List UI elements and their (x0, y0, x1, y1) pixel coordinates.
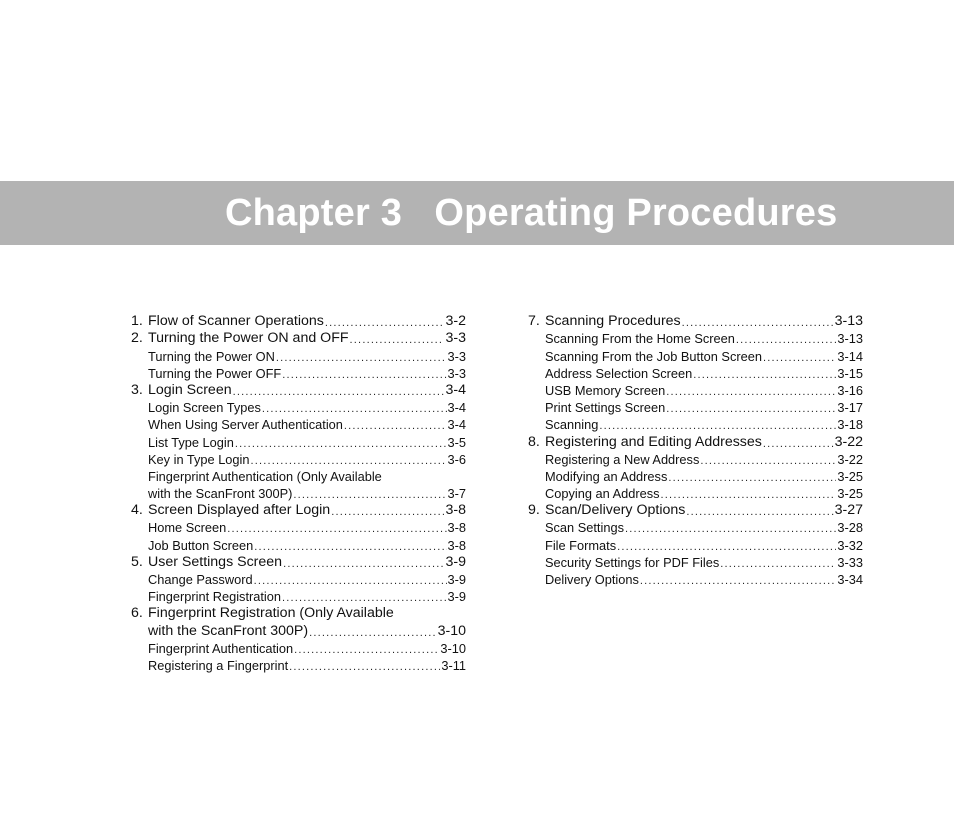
toc-section-entry[interactable] (528, 313, 863, 330)
toc-page-number: 3-10 (437, 622, 466, 639)
toc-subsection-entry[interactable] (131, 571, 466, 588)
toc-dot-leader (235, 438, 447, 451)
toc-dot-leader (309, 627, 437, 640)
toc-section-entry[interactable] (131, 622, 466, 639)
toc-dot-leader (294, 644, 439, 657)
toc-subsection-entry[interactable] (528, 365, 863, 382)
toc-page-number: 3-16 (837, 382, 863, 398)
toc-dot-leader (282, 369, 446, 382)
toc-dot-leader (700, 455, 836, 468)
toc-subsection-entry[interactable] (131, 640, 466, 657)
toc-page-number: 3-2 (445, 313, 466, 330)
toc-section-entry[interactable] (131, 605, 466, 622)
toc-entry-label: Address Selection Screen (545, 365, 693, 381)
toc-section-entry[interactable] (131, 313, 466, 330)
toc-entry-label: Fingerprint Registration (Only Available (148, 605, 394, 622)
toc-dot-leader (625, 523, 836, 536)
toc-entry-label: Security Settings for PDF Files (545, 554, 720, 570)
toc-subsection-entry[interactable] (131, 399, 466, 416)
toc-page-number: 3-5 (447, 434, 466, 450)
toc-dot-leader (666, 403, 836, 416)
toc-page-number: 3-15 (837, 365, 863, 381)
toc-dot-leader (763, 438, 834, 451)
toc-dot-leader (668, 472, 836, 485)
toc-subsection-entry[interactable] (131, 536, 466, 553)
toc-page-number: 3-28 (837, 520, 863, 536)
toc-page-number: 3-3 (447, 348, 466, 364)
toc-entry-label: Flow of Scanner Operations (148, 313, 324, 330)
toc-entry-label: List Type Login (148, 434, 234, 450)
toc-section-entry[interactable] (528, 502, 863, 519)
toc-dot-leader (720, 558, 836, 571)
toc-page-number: 3-22 (837, 451, 863, 467)
toc-dot-leader (227, 523, 446, 536)
toc-dot-leader (233, 386, 445, 399)
toc-entry-label: When Using Server Authentication (148, 417, 343, 433)
toc-dot-leader (640, 575, 836, 588)
toc-dot-leader (682, 317, 834, 330)
toc-subsection-entry[interactable] (528, 399, 863, 416)
toc-page-number: 3-8 (447, 520, 466, 536)
toc-entry-label: Modifying an Address (545, 468, 668, 484)
toc-section-number: 4. (131, 502, 143, 519)
toc-dot-leader (350, 334, 445, 347)
toc-dot-leader (276, 352, 447, 365)
toc-entry-label: Change Password (148, 572, 253, 587)
toc-entry-label: Fingerprint Authentication (148, 640, 294, 656)
toc-page-number: 3-4 (445, 381, 466, 398)
toc-entry-label: User Settings Screen (148, 553, 283, 570)
toc-section-number: 1. (131, 313, 143, 330)
toc-subsection-entry[interactable] (131, 451, 466, 468)
toc-entry-label: Registering and Editing Addresses (545, 433, 762, 450)
toc-dot-leader (251, 455, 447, 468)
chapter-title: Chapter 3 Operating Procedures (225, 192, 838, 234)
toc-dot-leader (686, 506, 833, 519)
toc-dot-leader (693, 369, 836, 382)
toc-subsection-entry[interactable] (131, 416, 466, 433)
toc-section-number: 7. (528, 313, 540, 330)
toc-subsection-entry[interactable] (528, 347, 863, 364)
toc-subsection-entry[interactable] (131, 588, 466, 605)
toc-page-number: 3-10 (440, 640, 466, 656)
toc-entry-label: with the ScanFront 300P) (148, 622, 309, 639)
toc-entry-label: Print Settings Screen (545, 400, 666, 416)
toc-entry-label: Fingerprint Authentication (Only Available (148, 468, 382, 484)
toc-entry-label: Scanning Procedures (545, 313, 681, 330)
toc-section-entry[interactable] (131, 502, 466, 519)
toc-page-number: 3-11 (441, 657, 466, 673)
toc-section-number: 5. (131, 553, 143, 570)
toc-subsection-entry[interactable] (131, 468, 466, 485)
toc-page-number: 3-25 (837, 468, 863, 484)
toc-entry-label: Scanning (545, 417, 599, 433)
toc-dot-leader (262, 403, 447, 416)
toc-subsection-entry[interactable] (131, 433, 466, 450)
toc-column-left (131, 313, 466, 674)
toc-page-number: 3-25 (837, 486, 863, 502)
toc-section-number: 6. (131, 605, 143, 622)
toc-subsection-entry[interactable] (131, 519, 466, 536)
toc-entry-label: Scan/Delivery Options (545, 502, 686, 519)
toc-entry-label: Login Screen (148, 381, 232, 398)
toc-section-number: 9. (528, 502, 540, 519)
toc-entry-label: Scan Settings (545, 520, 624, 536)
toc-section-entry[interactable] (528, 433, 863, 450)
toc-subsection-entry[interactable] (131, 657, 466, 674)
toc-page-number: 3-9 (445, 553, 466, 570)
toc-dot-leader (599, 420, 836, 433)
toc-entry-label: Home Screen (148, 520, 227, 536)
toc-section-number: 2. (131, 330, 143, 347)
toc-page-number: 3-3 (447, 365, 466, 381)
toc-page-number: 3-32 (837, 537, 863, 553)
toc-entry-label: Registering a New Address (545, 451, 700, 467)
toc-entry-label: File Formats (545, 537, 617, 553)
toc-page-number: 3-4 (447, 400, 466, 416)
toc-entry-label: Registering a Fingerprint (148, 657, 289, 673)
toc-subsection-entry[interactable] (528, 451, 863, 468)
toc-page-number: 3-22 (834, 433, 863, 450)
toc-subsection-entry[interactable] (528, 382, 863, 399)
toc-subsection-entry[interactable] (131, 347, 466, 364)
toc-dot-leader (344, 420, 447, 433)
toc-page-number: 3-9 (447, 589, 466, 605)
toc-page-number: 3-3 (445, 330, 466, 347)
toc-entry-label: Scanning From the Job Button Screen (545, 348, 762, 364)
toc-dot-leader (666, 386, 836, 399)
toc-entry-label: Scanning From the Home Screen (545, 331, 735, 347)
toc-subsection-entry[interactable] (528, 571, 863, 588)
toc-page-number: 3-8 (445, 502, 466, 519)
toc-dot-leader (325, 317, 445, 330)
toc-page-number: 3-6 (447, 451, 466, 467)
toc-section-entry[interactable] (131, 330, 466, 347)
toc-subsection-entry[interactable] (131, 485, 466, 502)
toc-subsection-entry[interactable] (528, 485, 863, 502)
toc-entry-label: Turning the Power ON (148, 348, 275, 364)
toc-page-number: 3-34 (837, 572, 863, 587)
toc-page-number: 3-18 (837, 417, 863, 433)
toc-page-number: 3-13 (834, 313, 863, 330)
toc-dot-leader (763, 352, 836, 365)
toc-page-number: 3-9 (447, 572, 466, 587)
toc-entry-label: Fingerprint Registration (148, 589, 282, 605)
toc-page-number: 3-4 (447, 417, 466, 433)
toc-section-entry[interactable] (131, 554, 466, 571)
toc-subsection-entry[interactable] (528, 330, 863, 347)
toc-dot-leader (254, 575, 447, 588)
toc-page-number: 3-13 (837, 331, 863, 347)
toc-entry-label: Job Button Screen (148, 537, 254, 553)
toc-subsection-entry[interactable] (528, 554, 863, 571)
toc-subsection-entry[interactable] (528, 416, 863, 433)
toc-entry-label: Key in Type Login (148, 451, 250, 467)
toc-entry-label: Turning the Power OFF (148, 365, 282, 381)
toc-dot-leader (282, 592, 446, 605)
toc-column-right (528, 313, 863, 588)
toc-dot-leader (254, 541, 446, 554)
toc-subsection-entry[interactable] (528, 536, 863, 553)
toc-page-number: 3-7 (447, 486, 466, 502)
toc-dot-leader (293, 489, 446, 502)
toc-dot-leader (331, 506, 444, 519)
toc-section-number: 8. (528, 433, 540, 450)
toc-page-number: 3-14 (837, 348, 863, 364)
toc-entry-label: Copying an Address (545, 486, 660, 502)
toc-subsection-entry[interactable] (528, 519, 863, 536)
toc-page-number: 3-33 (837, 554, 863, 570)
toc-subsection-entry[interactable] (528, 468, 863, 485)
toc-section-number: 3. (131, 381, 143, 398)
toc-section-entry[interactable] (131, 382, 466, 399)
toc-entry-label: Login Screen Types (148, 400, 261, 416)
toc-entry-label: Turning the Power ON and OFF (148, 330, 349, 347)
toc-entry-label: Screen Displayed after Login (148, 502, 331, 519)
toc-dot-leader (617, 541, 836, 554)
toc-entry-label: Delivery Options (545, 572, 639, 587)
toc-dot-leader (283, 558, 444, 571)
toc-subsection-entry[interactable] (131, 365, 466, 382)
toc-dot-leader (736, 334, 836, 347)
toc-entry-label: with the ScanFront 300P) (148, 486, 293, 502)
toc-page-number: 3-8 (447, 537, 466, 553)
toc-dot-leader (661, 489, 837, 502)
toc-dot-leader (289, 661, 440, 674)
toc-page-number: 3-17 (837, 400, 863, 416)
toc-entry-label: USB Memory Screen (545, 382, 666, 398)
toc-page-number: 3-27 (834, 502, 863, 519)
